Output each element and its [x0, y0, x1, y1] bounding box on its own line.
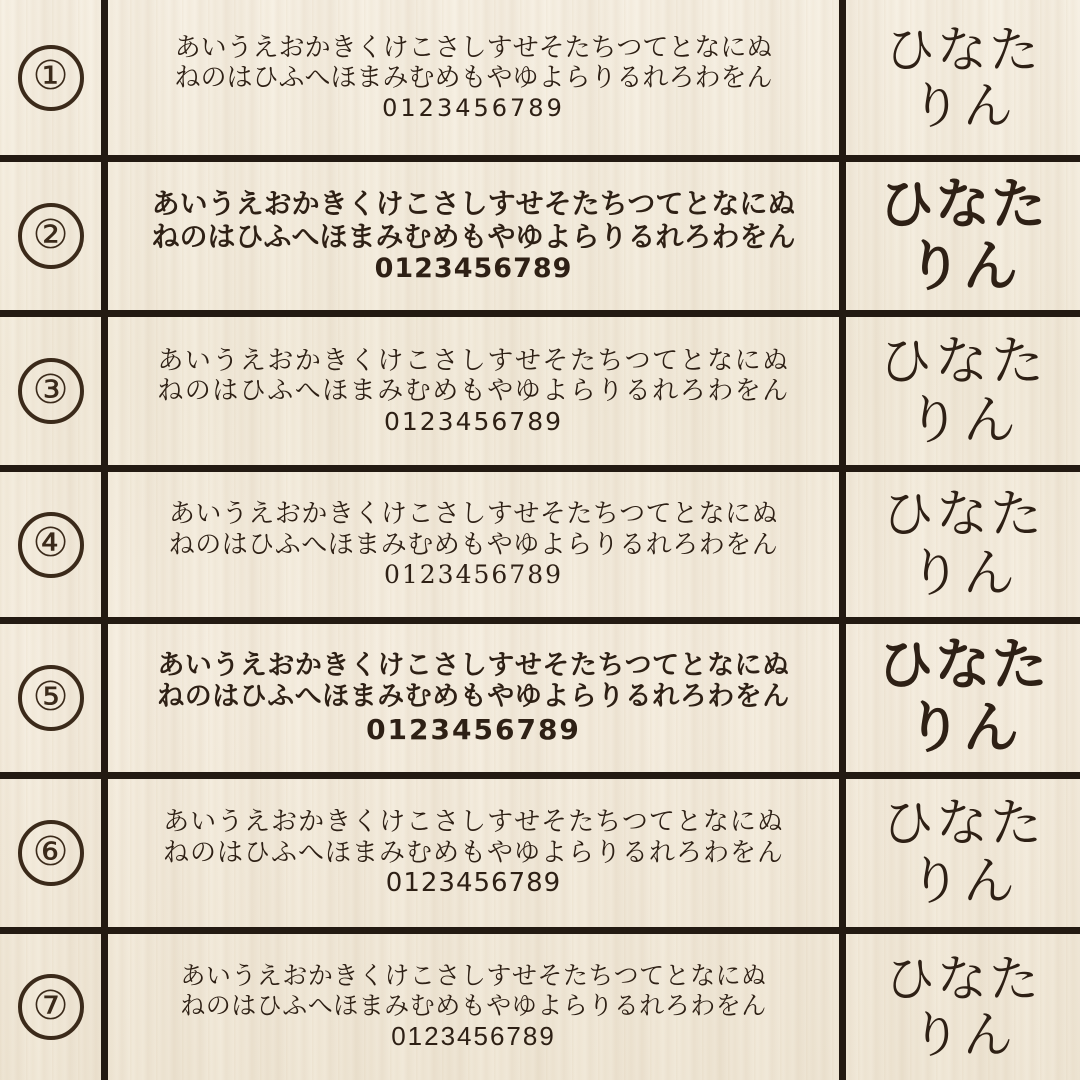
font-sample-cell: [108, 934, 846, 1080]
digits-line: 0123456789: [391, 1021, 556, 1052]
row-number-badge: ⑦: [18, 974, 84, 1040]
name-line-1: ひなた: [879, 330, 1047, 392]
name-sample-cell: [846, 624, 1080, 772]
kana-line-2: ねのはひふへほまみむめもやゆよらりるれろわをん: [162, 837, 784, 868]
digits-line: 0123456789: [366, 713, 581, 747]
table-row[interactable]: [0, 162, 1080, 317]
kana-line-1: あいうえおかきくけこさしすせそたちつてとなにぬ: [180, 962, 767, 991]
name-sample-cell: [846, 317, 1080, 465]
row-number-cell: [0, 162, 108, 310]
name-line-2: りん: [906, 696, 1020, 761]
kana-line-2: ねのはひふへほまみむめもやゆよらりるれろわをん: [157, 376, 790, 407]
font-sample-cell: [108, 317, 846, 465]
digits-line: 0123456789: [374, 253, 573, 285]
digits-line: 0123456789: [385, 868, 562, 899]
name-sample-cell: [846, 162, 1080, 310]
name-line-2: りん: [911, 1007, 1015, 1063]
row-number-badge: ④: [18, 512, 84, 578]
kana-line-2: ねのはひふへほまみむめもやゆよらりるれろわをん: [180, 991, 767, 1020]
row-number-badge: ⑤: [18, 665, 84, 731]
table-row[interactable]: [0, 0, 1080, 162]
row-number-cell: [0, 0, 108, 155]
font-sample-cell: [108, 0, 846, 155]
table-row[interactable]: [0, 317, 1080, 472]
name-sample-cell: [846, 779, 1080, 927]
kana-line-1: あいうえおかきくけこさしすせそたちつてとなにぬ: [157, 345, 790, 376]
kana-line-1: あいうえおかきくけこさしすせそたちつてとなにぬ: [163, 806, 784, 837]
table-row[interactable]: [0, 472, 1080, 624]
name-line-2: りん: [911, 76, 1015, 135]
name-line-2: りん: [906, 234, 1019, 298]
name-sample-cell: [846, 934, 1080, 1080]
row-number-cell: [0, 472, 108, 617]
row-number-badge: ③: [18, 358, 84, 424]
kana-line-2: ねのはひふへほまみむめもやゆよらりるれろわをん: [168, 529, 779, 560]
kana-line-1: あいうえおかきくけこさしすせそたちつてとなにぬ: [174, 32, 773, 63]
row-number-cell: [0, 934, 108, 1080]
font-sample-cell: [108, 779, 846, 927]
row-number-badge: ①: [18, 45, 84, 111]
font-sample-cell: [108, 162, 846, 310]
font-sample-cell: [108, 472, 846, 617]
kana-line-2: ねのはひふへほまみむめもやゆよらりるれろわをん: [174, 63, 773, 94]
kana-line-2: ねのはひふへほまみむめもやゆよらりるれろわをん: [151, 220, 796, 254]
row-number-badge: ⑥: [18, 820, 84, 886]
name-line-1: ひなた: [878, 172, 1047, 237]
name-sample-cell: [846, 472, 1080, 617]
name-line-1: ひなた: [881, 793, 1044, 854]
kana-line-2: ねのはひふへほまみむめもやゆよらりるれろわをん: [157, 681, 790, 713]
kana-line-1: あいうえおかきくけこさしすせそたちつてとなにぬ: [168, 499, 779, 530]
row-number-cell: [0, 779, 108, 927]
digits-line: 0123456789: [383, 560, 564, 590]
font-sample-cell: [108, 624, 846, 772]
row-number-badge: ②: [18, 203, 84, 269]
name-line-1: ひなた: [881, 485, 1044, 546]
digits-line: 0123456789: [382, 94, 565, 123]
kana-line-1: あいうえおかきくけこさしすせそたちつてとなにぬ: [157, 649, 790, 681]
kana-line-1: あいうえおかきくけこさしすせそたちつてとなにぬ: [151, 187, 796, 221]
name-line-2: りん: [907, 390, 1019, 451]
table-row[interactable]: [0, 934, 1080, 1080]
row-number-cell: [0, 624, 108, 772]
name-line-2: りん: [908, 852, 1017, 912]
name-line-1: ひなた: [885, 20, 1041, 79]
name-line-2: りん: [908, 543, 1017, 604]
digits-line: 0123456789: [383, 406, 564, 436]
row-number-cell: [0, 317, 108, 465]
name-line-1: ひなた: [885, 951, 1041, 1007]
table-row[interactable]: [0, 624, 1080, 779]
table-row[interactable]: [0, 779, 1080, 934]
name-sample-cell: [846, 0, 1080, 155]
name-line-1: ひなた: [877, 633, 1049, 699]
